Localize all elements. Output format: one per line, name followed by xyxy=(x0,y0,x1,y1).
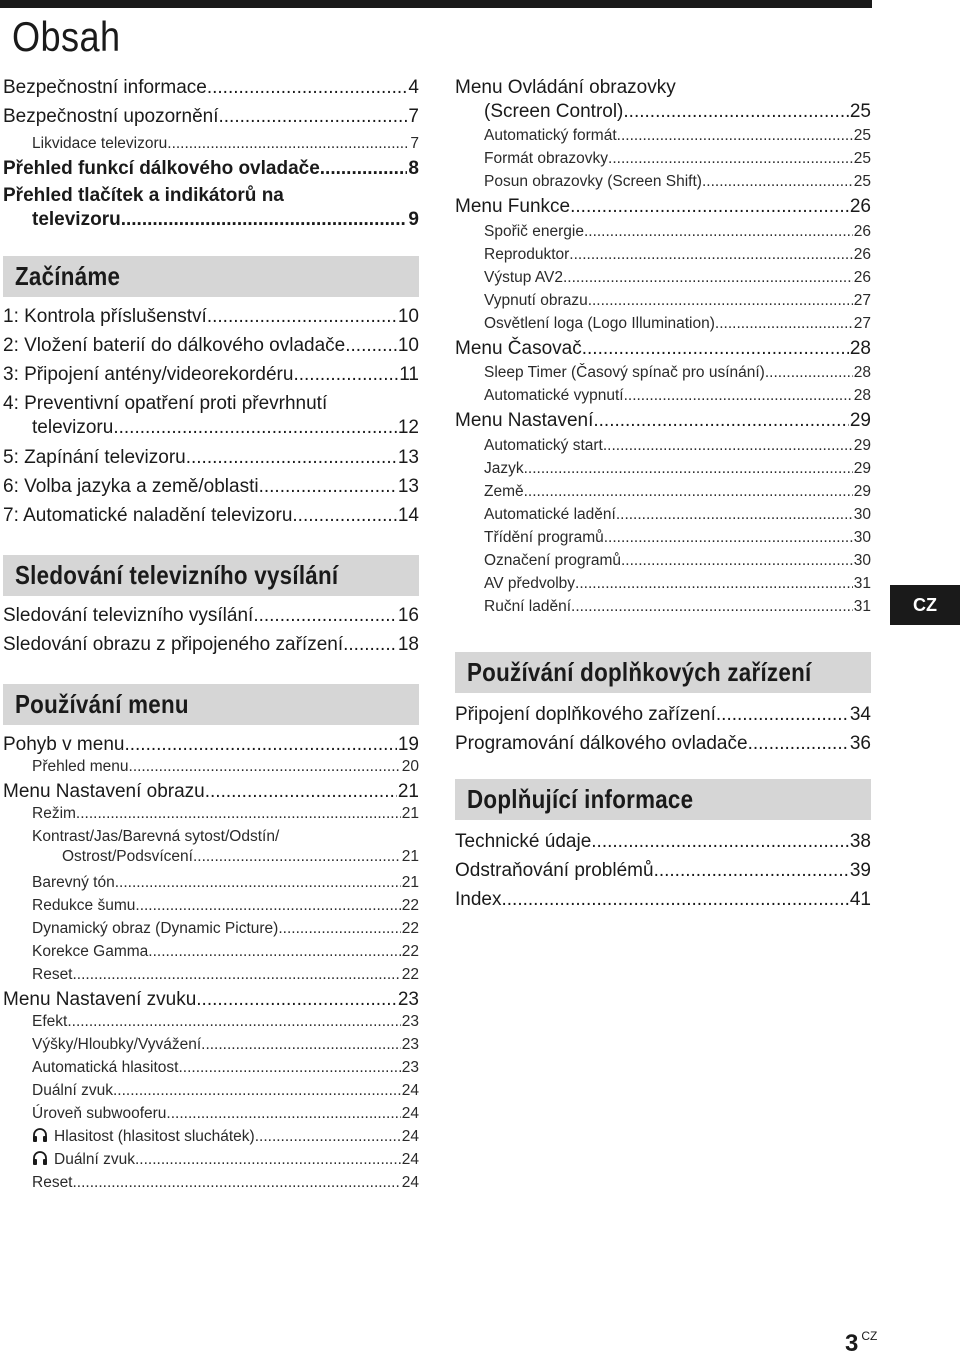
toc-entry[interactable]: Odstraňování problémů ..... 39 xyxy=(455,859,871,888)
toc-entry[interactable]: 3: Připojení antény/videorekordéru ..... 11 xyxy=(3,363,419,392)
toc-entry[interactable]: Přehled tlačítek a indikátorů na televizoru ..... 9 xyxy=(3,184,419,238)
toc-subentry[interactable]: Ruční ladění ..... 31 xyxy=(455,597,871,620)
toc-entry[interactable]: Menu Ovládání obrazovky (Screen Control) ..... 25 xyxy=(455,76,871,126)
page-number: 3 $^{CZ}$ xyxy=(845,1329,878,1357)
toc-subentry[interactable]: Automatický start ..... 29 xyxy=(455,436,871,459)
toc-subentry[interactable]: Jazyk ..... 29 xyxy=(455,459,871,482)
toc-subentry[interactable]: Úroveň subwooferu ..... 24 xyxy=(3,1104,419,1127)
toc-entry[interactable]: Menu Nastavení ..... 29 xyxy=(455,409,871,436)
top-rule xyxy=(0,0,872,8)
toc-subentry[interactable]: Přehled menu ..... 20 xyxy=(3,757,419,780)
toc-subentry[interactable]: Automatické vypnutí ..... 28 xyxy=(455,386,871,409)
toc-subentry[interactable]: Hlasitost (hlasitost sluchátek) ..... 24 xyxy=(3,1127,419,1150)
toc-left-column xyxy=(3,76,419,1196)
toc-entry[interactable]: 2: Vložení baterií do dálkového ovladače ..... 10 xyxy=(3,334,419,363)
toc-subentry[interactable]: Efekt ..... 23 xyxy=(3,1012,419,1035)
section-heading-doplnkova-zarizeni: Používání doplňkových zařízení xyxy=(455,652,871,693)
page-title: Obsah xyxy=(12,13,121,60)
toc-subentry[interactable]: Výstup AV2 ..... 26 xyxy=(455,268,871,291)
toc-subentry[interactable]: Osvětlení loga (Logo Illumination) ..... 27 xyxy=(455,314,871,337)
toc-subentry[interactable]: Posun obrazovky (Screen Shift) ..... 25 xyxy=(455,172,871,195)
toc-entry[interactable]: Menu Funkce ..... 26 xyxy=(455,195,871,222)
toc-section-doplnujici-informace xyxy=(455,830,871,917)
toc-entry[interactable]: Menu Časovač ..... 28 xyxy=(455,337,871,363)
headphones-icon xyxy=(32,1150,48,1166)
headphones-icon xyxy=(32,1127,48,1143)
toc-subentry[interactable]: Formát obrazovky ..... 25 xyxy=(455,149,871,172)
toc-section-doplnkova-zarizeni xyxy=(455,703,871,761)
toc-subentry[interactable]: Reset ..... 22 xyxy=(3,965,419,988)
toc-right-column xyxy=(455,76,871,917)
toc-subentry[interactable]: Automatický formát ..... 25 xyxy=(455,126,871,149)
toc-entry[interactable]: Menu Nastavení zvuku ..... 23 xyxy=(3,988,419,1012)
section-heading-sledovani: Sledování televizního vysílání xyxy=(3,555,419,596)
toc-entry[interactable]: 1: Kontrola příslušenství ..... 10 xyxy=(3,305,419,334)
toc-subentry[interactable]: Barevný tón ..... 21 xyxy=(3,873,419,896)
toc-entry[interactable]: Menu Nastavení obrazu ..... 21 xyxy=(3,780,419,804)
toc-entry[interactable]: Pohyb v menu ..... 19 xyxy=(3,733,419,757)
toc-entry[interactable]: Index ..... 41 xyxy=(455,888,871,917)
toc-subentry[interactable]: Reproduktor ..... 26 xyxy=(455,245,871,268)
toc-subentry[interactable]: Označení programů ..... 30 xyxy=(455,551,871,574)
toc-entry[interactable]: 7: Automatické naladění televizoru ..... 14 xyxy=(3,504,419,533)
toc-subentry[interactable]: Výšky/Hloubky/Vyvážení ..... 23 xyxy=(3,1035,419,1058)
toc-subentry[interactable]: Vypnutí obrazu ..... 27 xyxy=(455,291,871,314)
toc-subentry[interactable]: Třídění programů ..... 30 xyxy=(455,528,871,551)
toc-subentry[interactable]: Duální zvuk ..... 24 xyxy=(3,1150,419,1173)
toc-subentry[interactable]: Korekce Gamma ..... 22 xyxy=(3,942,419,965)
toc-entry[interactable]: Bezpečnostní upozornění ..... 7 xyxy=(3,105,419,134)
toc-entry[interactable]: Programování dálkového ovladače ..... 36 xyxy=(455,732,871,761)
toc-subentry[interactable]: Duální zvuk ..... 24 xyxy=(3,1081,419,1104)
section-heading-doplnujici-informace: Doplňující informace xyxy=(455,779,871,820)
toc-section-menu xyxy=(3,733,419,1196)
toc-entry[interactable]: 6: Volba jazyka a země/oblasti ..... 13 xyxy=(3,475,419,504)
toc-section-sledovani xyxy=(3,604,419,662)
toc-entry[interactable]: Připojení doplňkového zařízení ..... 34 xyxy=(455,703,871,732)
toc-subentry[interactable]: Spořič energie ..... 26 xyxy=(455,222,871,245)
language-tab: CZ xyxy=(890,585,960,625)
toc-entry[interactable]: Bezpečnostní informace ..... 4 xyxy=(3,76,419,105)
toc-entry[interactable]: 5: Zapínání televizoru ..... 13 xyxy=(3,446,419,475)
toc-subentry[interactable]: AV předvolby ..... 31 xyxy=(455,574,871,597)
toc-subentry[interactable]: Dynamický obraz (Dynamic Picture) ..... 22 xyxy=(3,919,419,942)
section-heading-menu: Používání menu xyxy=(3,684,419,725)
toc-subentry[interactable]: Země ..... 29 xyxy=(455,482,871,505)
toc-menus xyxy=(455,76,871,620)
toc-subentry[interactable]: Sleep Timer (Časový spínač pro usínání) ..... 28 xyxy=(455,363,871,386)
toc-subentry[interactable]: Automatické ladění ..... 30 xyxy=(455,505,871,528)
toc-subentry[interactable]: Režim ..... 21 xyxy=(3,804,419,827)
toc-entry[interactable]: Přehled funkcí dálkového ovladače ..... 8 xyxy=(3,157,419,186)
toc-intro xyxy=(3,76,419,238)
section-heading-zaciname: Začínáme xyxy=(3,256,419,297)
toc-entry[interactable]: Sledování televizního vysílání ..... 16 xyxy=(3,604,419,633)
toc-entry[interactable]: Technické údaje ..... 38 xyxy=(455,830,871,859)
toc-subentry[interactable]: Redukce šumu ..... 22 xyxy=(3,896,419,919)
toc-subentry[interactable]: Reset ..... 24 xyxy=(3,1173,419,1196)
toc-subentry[interactable]: Automatická hlasitost ..... 23 xyxy=(3,1058,419,1081)
toc-entry[interactable]: Sledování obrazu z připojeného zařízení ..... 18 xyxy=(3,633,419,662)
toc-section-zaciname xyxy=(3,305,419,533)
toc-subentry[interactable]: Likvidace televizoru ..... 7 xyxy=(3,134,419,157)
toc-subentry[interactable]: Kontrast/Jas/Barevná sytost/Odstín/ Ostrost/Podsvícení ..... 21 xyxy=(3,827,419,873)
toc-entry[interactable]: 4: Preventivní opatření proti převrhnutí televizoru ..... 12 xyxy=(3,392,419,446)
